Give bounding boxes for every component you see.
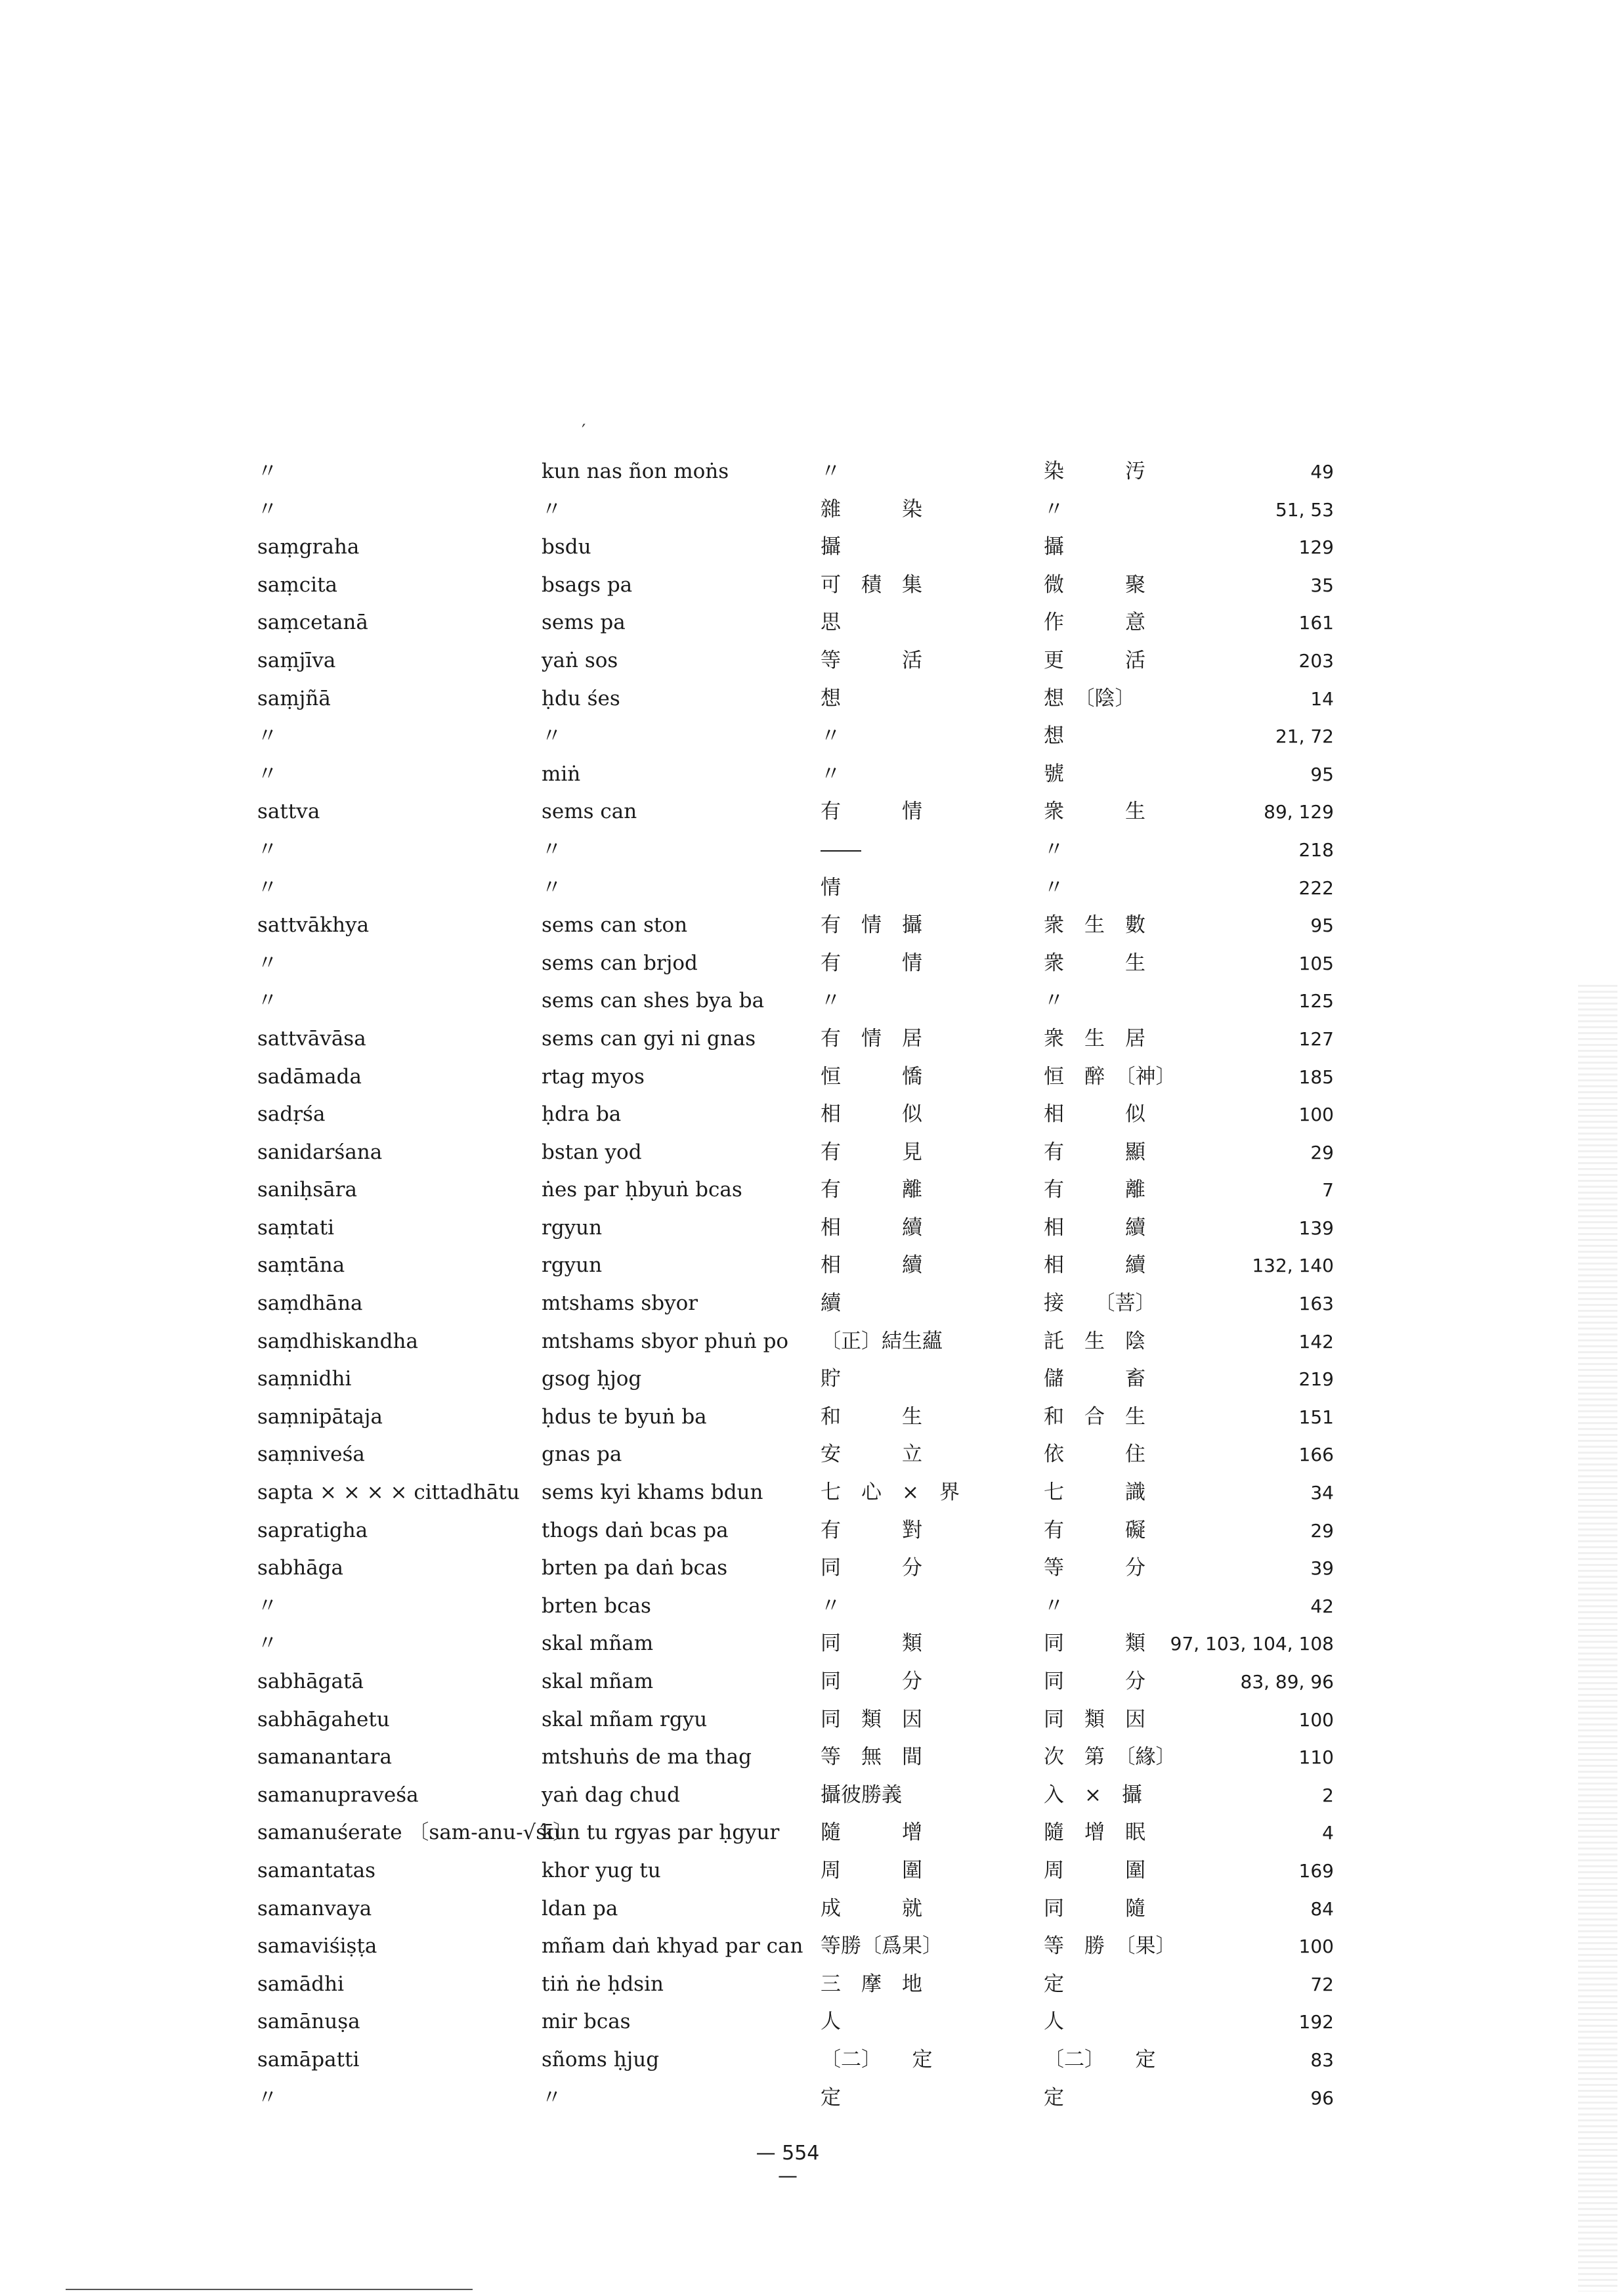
chinese-term-xuanzang: 想 — [821, 686, 841, 710]
chinese-term-xuanzang: 定 — [821, 2085, 841, 2110]
page-reference: 34 — [1310, 1482, 1334, 1504]
chinese-term-paramartha: 託 生 陰 — [1044, 1329, 1145, 1353]
page-reference: 142 — [1298, 1330, 1334, 1353]
table-row — [249, 491, 1352, 529]
chinese-term-paramartha: 〃 — [1044, 989, 1064, 1013]
page-reference: 51, 53 — [1275, 498, 1334, 521]
page-reference: 110 — [1298, 1746, 1334, 1769]
sanskrit-term: samantatas — [257, 1858, 376, 1882]
page-reference: 84 — [1310, 1897, 1334, 1920]
chinese-term-paramartha: 衆 生 居 — [1044, 1026, 1145, 1051]
table-row — [249, 1209, 1352, 1247]
page-reference: 203 — [1298, 649, 1334, 672]
chinese-term-paramartha: 〃 — [1044, 1593, 1064, 1618]
chinese-term-paramartha: 染 汚 — [1044, 460, 1145, 483]
sanskrit-term: 〃 — [257, 989, 278, 1013]
chinese-term-paramartha: 攝 — [1044, 535, 1064, 559]
chinese-term-paramartha: 隨 增 眠 — [1044, 1821, 1145, 1845]
tibetan-term: mñam daṅ khyad par can — [542, 1934, 803, 1959]
sanskrit-term: sabhāga — [257, 1556, 344, 1580]
sanskrit-term: saṃcetanā — [257, 611, 368, 635]
table-row — [249, 1701, 1352, 1739]
table-row — [249, 1966, 1352, 2004]
sanskrit-term: sabhāgatā — [257, 1670, 364, 1693]
chinese-term-xuanzang: 隨 增 — [821, 1821, 922, 1845]
tibetan-term: yaṅ dag chud — [542, 1783, 680, 1807]
tibetan-term: mir bcas — [542, 2010, 631, 2034]
chinese-term-xuanzang: 安 立 — [821, 1442, 922, 1467]
sanskrit-term: samādhi — [257, 1972, 344, 1996]
page-reference: 2 — [1322, 1784, 1334, 1806]
sanskrit-term: 〃 — [257, 497, 278, 521]
chinese-term-paramartha: 定 — [1044, 2085, 1064, 2110]
page-reference: 4 — [1322, 1822, 1334, 1844]
page-reference: 83 — [1310, 2048, 1334, 2071]
tibetan-term: sems kyi khams bdun — [542, 1481, 763, 1505]
chinese-term-xuanzang: 等 無 間 — [821, 1745, 922, 1769]
sanskrit-term: 〃 — [257, 875, 278, 899]
sanskrit-term: 〃 — [257, 837, 278, 861]
tibetan-term: sems pa — [542, 611, 626, 635]
tibetan-term: yaṅ sos — [542, 648, 618, 672]
chinese-term-paramartha: 想 〔陰〕 — [1044, 686, 1136, 710]
table-row — [249, 1058, 1352, 1096]
table-row — [249, 680, 1352, 718]
table-row — [249, 1890, 1352, 1928]
page-reference: 100 — [1298, 1708, 1334, 1731]
page-reference: 218 — [1298, 838, 1334, 861]
chinese-term-xuanzang: 有 情 — [821, 951, 922, 975]
chinese-term-paramartha: 衆 生 數 — [1044, 913, 1145, 938]
tibetan-term: 〃 — [542, 2085, 562, 2110]
page-reference: 89, 129 — [1264, 801, 1334, 823]
chinese-term-xuanzang: 有 對 — [821, 1518, 922, 1542]
chinese-term-paramartha: 恒 醉 〔神〕 — [1044, 1064, 1176, 1089]
table-row — [249, 604, 1352, 642]
page-reference: 185 — [1298, 1066, 1334, 1088]
page-reference: 139 — [1298, 1217, 1334, 1239]
tibetan-term: rtag myos — [542, 1064, 645, 1089]
sanskrit-term: sattva — [257, 800, 320, 824]
chinese-term-paramartha: 同 類 因 — [1044, 1707, 1145, 1731]
sanskrit-term: saṃdhiskandha — [257, 1329, 418, 1353]
chinese-term-paramartha: 相 續 — [1044, 1253, 1145, 1278]
chinese-term-xuanzang: 等 活 — [821, 648, 922, 672]
sanskrit-term: saṃnipātaja — [257, 1404, 383, 1429]
chinese-term-xuanzang: 同 分 — [821, 1556, 922, 1580]
sanskrit-term: samānuṣa — [257, 2010, 360, 2034]
table-row — [249, 756, 1352, 794]
table-row — [249, 831, 1352, 869]
chinese-term-xuanzang: 情 — [821, 875, 841, 899]
tibetan-term: sñoms ḥjug — [542, 2047, 660, 2071]
chinese-term-xuanzang: 有 情 攝 — [821, 913, 922, 938]
chinese-term-xuanzang: 續 — [821, 1291, 841, 1316]
sanskrit-term: samanantara — [257, 1745, 392, 1769]
chinese-term-xuanzang: 〃 — [821, 724, 841, 748]
tibetan-term: mtshams sbyor phuṅ po — [542, 1329, 789, 1353]
tibetan-term: ḥdu śes — [542, 686, 620, 710]
chinese-term-paramartha: 周 圍 — [1044, 1858, 1145, 1882]
chinese-term-xuanzang: 恒 憍 — [821, 1064, 922, 1089]
tibetan-term: bsdu — [542, 535, 591, 559]
page-reference: 29 — [1310, 1519, 1334, 1542]
chinese-term-xuanzang: 攝彼勝義 — [821, 1783, 902, 1807]
chinese-term-xuanzang: 〔正〕結生蘊 — [821, 1329, 943, 1353]
chinese-term-paramartha: 〃 — [1044, 837, 1064, 861]
page-reference: 29 — [1310, 1141, 1334, 1163]
tibetan-term: brten pa daṅ bcas — [542, 1556, 728, 1580]
chinese-term-paramartha: 同 類 — [1044, 1632, 1145, 1656]
sanskrit-term: saṃnidhi — [257, 1367, 352, 1391]
sanskrit-term: samanuśerate 〔sam-anu-√śī〕 — [257, 1821, 574, 1845]
sanskrit-term: samaviśiṣṭa — [257, 1934, 377, 1959]
chinese-term-xuanzang: 〃 — [821, 762, 841, 786]
chinese-term-xuanzang: 〃 — [821, 1593, 841, 1618]
chinese-term-xuanzang: 人 — [821, 2010, 841, 2034]
sanskrit-term: saṃdhāna — [257, 1291, 363, 1316]
page-reference: 127 — [1298, 1028, 1334, 1050]
table-row — [249, 1285, 1352, 1323]
chinese-term-xuanzang: 貯 — [821, 1367, 841, 1391]
tibetan-term: 〃 — [542, 724, 562, 748]
page-reference: 166 — [1298, 1444, 1334, 1466]
chinese-term-xuanzang: 有 離 — [821, 1178, 922, 1202]
table-row — [249, 1134, 1352, 1172]
chinese-term-xuanzang: 有 情 — [821, 800, 922, 824]
chinese-term-paramartha: 〔二〕 定 — [1044, 2047, 1156, 2071]
sanskrit-term: saṃtati — [257, 1215, 335, 1240]
page-reference: 72 — [1310, 1973, 1334, 1995]
chinese-term-xuanzang: 相 續 — [821, 1253, 922, 1278]
sanskrit-term: saṃtāna — [257, 1253, 345, 1278]
chinese-term-paramartha: 和 合 生 — [1044, 1404, 1145, 1429]
table-row — [249, 1512, 1352, 1550]
sanskrit-term: 〃 — [257, 460, 278, 483]
sanskrit-term: 〃 — [257, 1593, 278, 1618]
chinese-term-paramartha: 號 — [1044, 762, 1064, 786]
sanskrit-term: saṃcita — [257, 573, 338, 597]
chinese-term-paramartha: 接 〔菩〕 — [1044, 1291, 1156, 1316]
chinese-term-paramartha: 作 意 — [1044, 611, 1145, 635]
chinese-term-paramartha: 次 第 〔緣〕 — [1044, 1745, 1176, 1769]
chinese-term-xuanzang: 等勝〔爲果〕 — [821, 1934, 943, 1959]
page-reference: 42 — [1310, 1595, 1334, 1617]
page-reference: 163 — [1298, 1293, 1334, 1315]
tibetan-term: tiṅ ṅe ḥdsin — [542, 1972, 664, 1996]
tibetan-term: sems can shes bya ba — [542, 989, 765, 1013]
table-row — [249, 1777, 1352, 1815]
page-reference: 219 — [1298, 1368, 1334, 1391]
table-row — [249, 2003, 1352, 2041]
table-row — [249, 1852, 1352, 1890]
sanskrit-term: sattvākhya — [257, 913, 370, 938]
chinese-term-paramartha: 等 勝 〔果〕 — [1044, 1934, 1176, 1959]
chinese-term-paramartha: 七 識 — [1044, 1481, 1145, 1505]
scan-edge-shadow — [1578, 985, 1617, 2291]
chinese-term-paramartha: 相 似 — [1044, 1102, 1145, 1127]
tibetan-term: gnas pa — [542, 1442, 622, 1467]
table-row — [249, 2041, 1352, 2079]
chinese-term-xuanzang: ―― — [821, 837, 861, 861]
table-row — [249, 1814, 1352, 1852]
chinese-term-paramartha: 有 礙 — [1044, 1518, 1145, 1542]
page-reference: 7 — [1322, 1179, 1334, 1202]
sanskrit-term: saṃgraha — [257, 535, 360, 559]
chinese-term-paramartha: 衆 生 — [1044, 951, 1145, 975]
sanskrit-term: samanupraveśa — [257, 1783, 419, 1807]
chinese-term-xuanzang: 三 摩 地 — [821, 1972, 922, 1996]
sanskrit-term: saṃjīva — [257, 648, 336, 672]
table-row — [249, 1398, 1352, 1437]
tibetan-term: kun nas ñon moṅs — [542, 460, 729, 483]
sanskrit-term: saṃjñā — [257, 686, 331, 710]
chinese-term-xuanzang: 和 生 — [821, 1404, 922, 1429]
page-reference: 95 — [1310, 763, 1334, 785]
table-row — [249, 793, 1352, 831]
chinese-term-xuanzang: 周 圍 — [821, 1858, 922, 1882]
table-row — [249, 907, 1352, 945]
chinese-term-xuanzang: 七 心 × 界 — [821, 1481, 960, 1505]
tibetan-term: 〃 — [542, 837, 562, 861]
tibetan-term: khor yug tu — [542, 1858, 661, 1882]
table-row — [249, 1323, 1352, 1361]
table-row — [249, 1625, 1352, 1663]
chinese-term-paramartha: 定 — [1044, 1972, 1064, 1996]
chinese-term-xuanzang: 思 — [821, 611, 841, 635]
sanskrit-term: saṃniveśa — [257, 1442, 365, 1467]
page-reference: 161 — [1298, 612, 1334, 634]
table-row — [249, 1436, 1352, 1474]
chinese-term-xuanzang: 同 類 因 — [821, 1707, 922, 1731]
sanskrit-term: 〃 — [257, 724, 278, 748]
chinese-term-xuanzang: 有 見 — [821, 1140, 922, 1164]
chinese-term-paramartha: 微 聚 — [1044, 573, 1145, 597]
page-reference: 129 — [1298, 536, 1334, 559]
sanskrit-term: samanvaya — [257, 1896, 372, 1920]
table-row — [249, 1360, 1352, 1398]
chinese-term-paramartha: 相 續 — [1044, 1215, 1145, 1240]
chinese-term-paramartha: 〃 — [1044, 875, 1064, 899]
chinese-term-paramartha: 有 離 — [1044, 1178, 1145, 1202]
sanskrit-term: sattvāvāsa — [257, 1026, 366, 1051]
sanskrit-term: samāpatti — [257, 2047, 360, 2071]
chinese-term-xuanzang: 同 分 — [821, 1670, 922, 1693]
table-row — [249, 1474, 1352, 1512]
chinese-term-xuanzang: 〔二〕 定 — [821, 2047, 933, 2071]
tibetan-term: ṅes par ḥbyuṅ bcas — [542, 1178, 742, 1202]
table-row — [249, 945, 1352, 983]
sanskrit-term: sanidarśana — [257, 1140, 383, 1164]
page-reference: 21, 72 — [1275, 726, 1334, 748]
page-reference: 222 — [1298, 877, 1334, 899]
chinese-term-xuanzang: 同 類 — [821, 1632, 922, 1656]
table-row — [249, 1549, 1352, 1588]
tibetan-term: rgyun — [542, 1215, 603, 1240]
page-reference: 100 — [1298, 1104, 1334, 1126]
chinese-term-paramartha: 衆 生 — [1044, 800, 1145, 824]
page-reference: 97, 103, 104, 108 — [1170, 1633, 1334, 1655]
page-reference: 169 — [1298, 1859, 1334, 1882]
tibetan-term: skal mñam — [542, 1670, 654, 1693]
table-row — [249, 1020, 1352, 1058]
tibetan-term: sems can ston — [542, 913, 688, 938]
tibetan-term: thogs daṅ bcas pa — [542, 1518, 729, 1542]
chinese-term-paramartha: 更 活 — [1044, 648, 1145, 672]
page-reference: 192 — [1298, 2011, 1334, 2033]
sanskrit-term: sapratigha — [257, 1518, 368, 1542]
sanskrit-term: sapta × × × × cittadhātu — [257, 1481, 520, 1505]
sanskrit-term: 〃 — [257, 951, 278, 975]
page-reference: 49 — [1310, 461, 1334, 483]
table-row — [249, 1171, 1352, 1209]
tibetan-term: skal mñam — [542, 1632, 654, 1656]
table-row — [249, 1096, 1352, 1134]
table-row — [249, 529, 1352, 567]
page-reference: 95 — [1310, 915, 1334, 937]
chinese-term-paramartha: 〃 — [1044, 497, 1064, 521]
sanskrit-term: 〃 — [257, 762, 278, 786]
page-number: — 554 — — [756, 2142, 820, 2188]
chinese-term-xuanzang: 相 似 — [821, 1102, 922, 1127]
chinese-term-paramartha: 儲 畜 — [1044, 1367, 1145, 1391]
sanskrit-term: 〃 — [257, 2085, 278, 2110]
tibetan-term: mtshams sbyor — [542, 1291, 698, 1316]
tibetan-term: ldan pa — [542, 1896, 618, 1920]
stray-mark: ′ — [582, 420, 586, 442]
chinese-term-paramartha: 同 隨 — [1044, 1896, 1145, 1920]
page-reference: 96 — [1310, 2087, 1334, 2109]
tibetan-term: mtshuṅs de ma thag — [542, 1745, 752, 1769]
bottom-rule — [66, 2289, 473, 2290]
tibetan-term: miṅ — [542, 762, 581, 786]
table-row — [249, 1928, 1352, 1966]
chinese-term-paramartha: 有 顯 — [1044, 1140, 1145, 1164]
table-row — [249, 453, 1352, 491]
page-reference: 151 — [1298, 1406, 1334, 1428]
tibetan-term: skal mñam rgyu — [542, 1707, 708, 1731]
chinese-term-paramartha: 同 分 — [1044, 1670, 1145, 1693]
chinese-term-xuanzang: 可 積 集 — [821, 573, 922, 597]
chinese-term-paramartha: 等 分 — [1044, 1556, 1145, 1580]
table-row — [249, 718, 1352, 756]
table-row — [249, 642, 1352, 680]
page-reference: 105 — [1298, 952, 1334, 974]
tibetan-term: 〃 — [542, 875, 562, 899]
sanskrit-term: sadṛśa — [257, 1102, 326, 1127]
table-row — [249, 1588, 1352, 1626]
page-reference: 14 — [1310, 687, 1334, 710]
chinese-term-paramartha: 依 住 — [1044, 1442, 1145, 1467]
chinese-term-paramartha: 人 — [1044, 2010, 1064, 2034]
tibetan-term: bstan yod — [542, 1140, 642, 1164]
sanskrit-term: saniḥsāra — [257, 1178, 357, 1202]
chinese-term-paramartha: 想 — [1044, 724, 1064, 748]
page-reference: 125 — [1298, 990, 1334, 1012]
chinese-term-xuanzang: 攝 — [821, 535, 841, 559]
sanskrit-term: sadāmada — [257, 1064, 362, 1089]
tibetan-term: bsags pa — [542, 573, 633, 597]
tibetan-term: sems can gyi ni gnas — [542, 1026, 756, 1051]
table-row — [249, 869, 1352, 907]
tibetan-term: ḥdus te byuṅ ba — [542, 1404, 707, 1429]
tibetan-term: gsog ḥjog — [542, 1367, 642, 1391]
chinese-term-paramartha: 入 × 攝 — [1044, 1783, 1142, 1807]
table-row — [249, 1247, 1352, 1285]
tibetan-term: sems can brjod — [542, 951, 698, 975]
tibetan-term: rgyun — [542, 1253, 603, 1278]
chinese-term-xuanzang: 成 就 — [821, 1896, 922, 1920]
glossary-table — [249, 453, 1352, 2117]
tibetan-term: 〃 — [542, 497, 562, 521]
page-reference: 35 — [1310, 574, 1334, 596]
page-reference: 132, 140 — [1252, 1255, 1334, 1277]
tibetan-term: kun tu rgyas par ḥgyur — [542, 1821, 780, 1845]
table-row — [249, 2079, 1352, 2117]
table-row — [249, 1739, 1352, 1777]
tibetan-term: brten bcas — [542, 1593, 651, 1618]
chinese-term-xuanzang: 〃 — [821, 989, 841, 1013]
tibetan-term: ḥdra ba — [542, 1102, 622, 1127]
table-row — [249, 982, 1352, 1020]
page-reference: 100 — [1298, 1936, 1334, 1958]
page-reference: 39 — [1310, 1557, 1334, 1580]
chinese-term-xuanzang: 有 情 居 — [821, 1026, 922, 1051]
sanskrit-term: 〃 — [257, 1632, 278, 1656]
chinese-term-xuanzang: 相 續 — [821, 1215, 922, 1240]
page-reference: 83, 89, 96 — [1240, 1671, 1334, 1693]
table-row — [249, 567, 1352, 605]
tibetan-term: sems can — [542, 800, 637, 824]
sanskrit-term: sabhāgahetu — [257, 1707, 390, 1731]
table-row — [249, 1663, 1352, 1701]
chinese-term-xuanzang: 雜 染 — [821, 497, 922, 521]
chinese-term-xuanzang: 〃 — [821, 460, 841, 483]
